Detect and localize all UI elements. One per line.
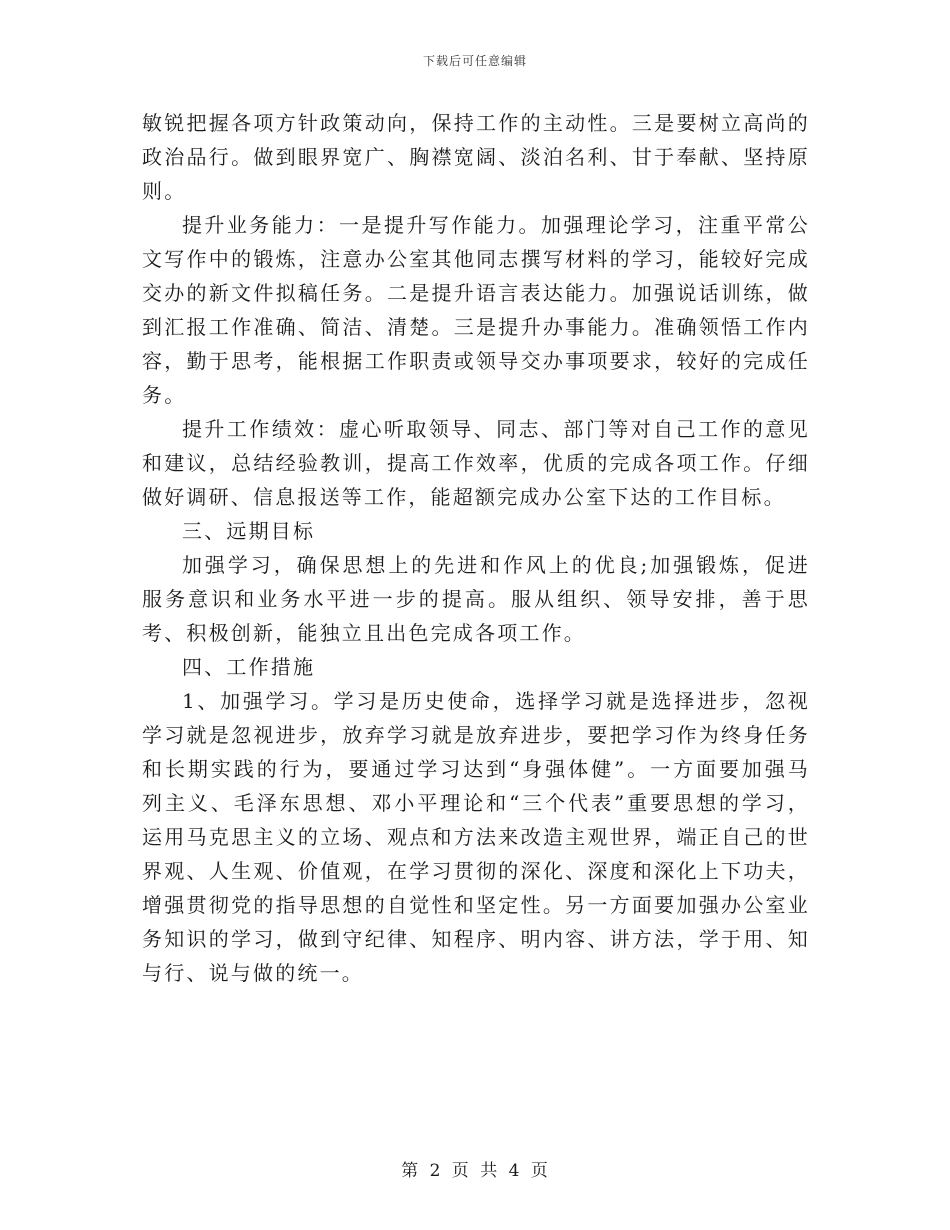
- page-header: 下载后可任意编辑: [422, 54, 527, 68]
- page-footer: 第 2 页 共 4 页: [401, 1161, 549, 1181]
- paragraph-5: 1、加强学习。学习是历史使命，选择学习就是选择进步，忽视学习就是忽视进步，放弃学习就是放弃进步，要把学习作为终身任务和长期实践的行为，要通过学习达到“身强体健”。一方面要加强马列主义、毛泽东思想、邓小平理论和“三个代表”重要思想的学习，运用马克思主义的立场、观点和方法来改造主观世界，端正自己的世界观、人生观、价值观，在学习贯彻的深化、深度和深化上下功夫，增强贯彻党的指导思想的自觉性和坚定性。另一方面要加强办公室业务知识的学习，做到守纪律、知程序、明内容、讲方法，学于用、知与行、说与做的统一。: [142, 689, 810, 985]
- section-heading-4: 四、工作措施: [182, 655, 316, 679]
- section-heading-3: 三、远期目标: [182, 519, 316, 543]
- paragraph-4: 加强学习，确保思想上的先进和作风上的优良;加强锻炼，促进服务意识和业务水平进一步的提高。服从组织、领导安排，善于思考、积极创新，能独立且出色完成各项工作。: [142, 553, 810, 645]
- paragraph-2: 提升业务能力：一是提升写作能力。加强理论学习，注重平常公文写作中的锻炼，注意办公室其他同志撰写材料的学习，能较好完成交办的新文件拟稿任务。二是提升语言表达能力。加强说话训练，做到汇报工作准确、简洁、清楚。三是提升办事能力。准确领悟工作内容，勤于思考，能根据工作职责或领导交办事项要求，较好的完成任务。: [142, 213, 810, 407]
- paragraph-3: 提升工作绩效：虚心听取领导、同志、部门等对自己工作的意见和建议，总结经验教训，提高工作效率，优质的完成各项工作。仔细做好调研、信息报送等工作，能超额完成办公室下达的工作目标。: [142, 417, 810, 509]
- document-body: [142, 106, 810, 990]
- paragraph-1: 敏锐把握各项方针政策动向，保持工作的主动性。三是要树立高尚的政治品行。做到眼界宽广、胸襟宽阔、淡泊名利、甘于奉献、坚持原则。: [142, 111, 810, 203]
